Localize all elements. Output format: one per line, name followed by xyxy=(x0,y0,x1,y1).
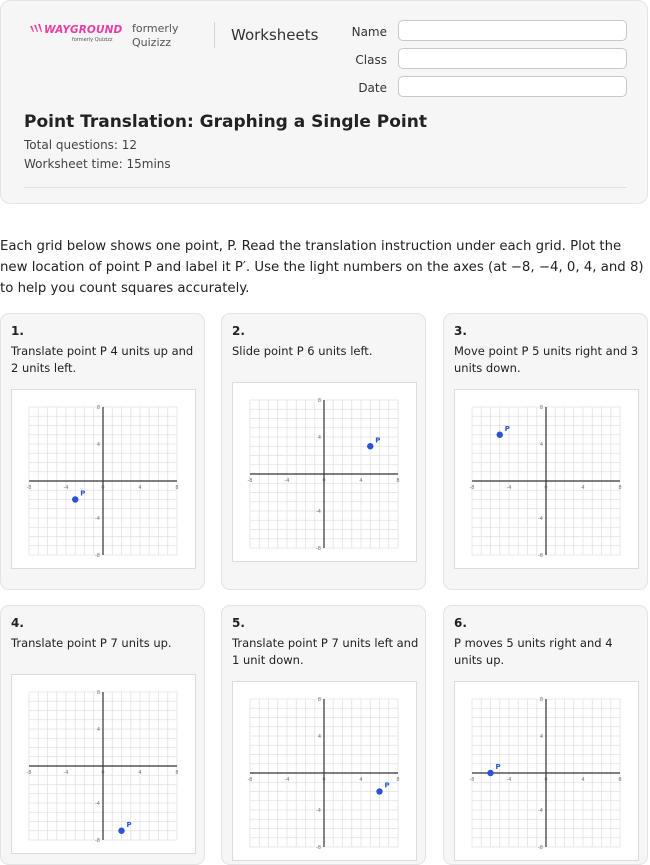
x-tick-label: 0 xyxy=(544,777,548,783)
question-number: 6. xyxy=(454,616,467,630)
coordinate-grid[interactable] xyxy=(11,389,196,569)
point-p xyxy=(72,496,78,502)
point-p-label: P xyxy=(504,424,510,433)
x-tick-label: 8 xyxy=(396,777,400,783)
grid-svg xyxy=(455,390,638,568)
y-tick-label: -8 xyxy=(316,845,321,851)
y-tick-label: -4 xyxy=(316,808,321,814)
point-p xyxy=(487,770,493,776)
x-tick-label: -8 xyxy=(247,777,253,783)
coordinate-grid[interactable] xyxy=(11,674,196,854)
x-tick-label: -4 xyxy=(63,485,69,491)
y-tick-label: -4 xyxy=(538,808,543,814)
total-questions: Total questions: 12 xyxy=(24,138,138,152)
quizizz-line: Quizizz xyxy=(132,36,172,49)
question-number: 5. xyxy=(232,616,245,630)
x-tick-label: 8 xyxy=(175,485,179,491)
coordinate-grid[interactable] xyxy=(454,681,639,861)
x-tick-label: 0 xyxy=(101,485,105,491)
y-tick-label: 8 xyxy=(96,405,100,411)
name-label: Name xyxy=(351,25,387,39)
y-tick-label: 4 xyxy=(317,734,321,740)
question-card-4 xyxy=(0,605,205,865)
coordinate-grid[interactable] xyxy=(232,681,417,861)
x-tick-label: 8 xyxy=(175,770,179,776)
y-tick-label: -8 xyxy=(95,553,100,559)
x-tick-label: 4 xyxy=(359,478,363,484)
x-tick-label: 0 xyxy=(322,777,326,783)
x-tick-label: 8 xyxy=(396,478,400,484)
worksheet-title: Point Translation: Graphing a Single Point xyxy=(24,112,427,132)
y-tick-label: -4 xyxy=(538,516,543,522)
x-tick-label: 0 xyxy=(322,478,326,484)
y-tick-label: 8 xyxy=(317,398,321,404)
class-label: Class xyxy=(355,53,387,67)
point-p xyxy=(497,432,503,438)
point-p xyxy=(376,788,382,794)
y-tick-label: 4 xyxy=(317,435,321,441)
class-field[interactable] xyxy=(398,48,627,69)
wayground-logo-icon xyxy=(30,24,42,36)
logo-subtext: formerly Quizizz xyxy=(72,37,113,43)
y-tick-label: 4 xyxy=(539,734,543,740)
coordinate-grid[interactable] xyxy=(232,382,417,562)
x-tick-label: 0 xyxy=(101,770,105,776)
x-tick-label: 4 xyxy=(581,485,585,491)
point-p-label: P xyxy=(384,781,390,790)
x-tick-label: -4 xyxy=(284,478,290,484)
y-tick-label: -8 xyxy=(538,845,543,851)
point-p xyxy=(118,828,124,834)
x-tick-label: 4 xyxy=(138,770,142,776)
question-card-3 xyxy=(443,313,648,590)
x-tick-label: -8 xyxy=(247,478,253,484)
name-field[interactable] xyxy=(398,20,627,41)
formerly-line: formerly xyxy=(132,22,179,35)
worksheets-label: Worksheets xyxy=(231,26,319,44)
point-p-label: P xyxy=(126,820,132,829)
point-p-label: P xyxy=(80,489,86,498)
question-text: P moves 5 units right and 4 units up. xyxy=(454,636,613,667)
question-card-5 xyxy=(221,605,426,865)
point-p-label: P xyxy=(495,763,501,771)
y-tick-label: -4 xyxy=(316,509,321,515)
x-tick-label: -4 xyxy=(284,777,290,783)
grid-svg xyxy=(233,682,416,860)
x-tick-label: 4 xyxy=(138,485,142,491)
y-tick-label: 4 xyxy=(96,442,100,448)
y-tick-label: 8 xyxy=(539,697,543,703)
y-tick-label: -8 xyxy=(538,553,543,559)
x-tick-label: -8 xyxy=(469,485,475,491)
question-number: 4. xyxy=(11,616,24,630)
x-tick-label: -4 xyxy=(506,485,512,491)
x-tick-label: -8 xyxy=(469,777,475,783)
date-field[interactable] xyxy=(398,76,627,97)
date-label: Date xyxy=(358,81,387,95)
y-tick-label: -8 xyxy=(95,838,100,844)
question-text: Move point P 5 units right and 3 units down. xyxy=(454,344,639,375)
wayground-logo xyxy=(30,24,122,43)
point-p-label: P xyxy=(375,436,381,445)
question-number: 2. xyxy=(232,324,245,338)
grid-svg xyxy=(233,383,416,561)
coordinate-grid[interactable] xyxy=(454,389,639,569)
x-tick-label: -8 xyxy=(26,770,32,776)
x-tick-label: 8 xyxy=(618,485,622,491)
x-tick-label: 4 xyxy=(359,777,363,783)
y-tick-label: 8 xyxy=(539,405,543,411)
header-divider xyxy=(214,22,215,48)
formerly-quizizz xyxy=(132,22,179,50)
question-text: Translate point P 7 units up. xyxy=(11,636,172,650)
grid-svg xyxy=(455,682,638,860)
worksheet-header xyxy=(0,0,648,204)
grid-svg xyxy=(12,390,195,568)
point-p xyxy=(367,443,373,449)
y-tick-label: -4 xyxy=(95,516,100,522)
y-tick-label: -8 xyxy=(316,546,321,552)
question-text: Translate point P 7 units left and 1 unit down. xyxy=(232,636,419,667)
x-tick-label: -4 xyxy=(63,770,69,776)
logo-text: WAYGROUND xyxy=(44,24,123,36)
question-card-1 xyxy=(0,313,205,590)
y-tick-label: 4 xyxy=(96,727,100,733)
question-number: 3. xyxy=(454,324,467,338)
x-tick-label: 0 xyxy=(544,485,548,491)
x-tick-label: 4 xyxy=(581,777,585,783)
question-card-6 xyxy=(443,605,648,865)
x-tick-label: -8 xyxy=(26,485,32,491)
y-tick-label: -4 xyxy=(95,801,100,807)
instructions-text: Each grid below shows one point, P. Read the translation instruction under each grid. Plot the new location of point P and label it P′. Use the light numbers on the axes (at −8, −4, 0, 4, and 8) to help you count squares accurately. xyxy=(0,239,644,296)
y-tick-label: 8 xyxy=(317,697,321,703)
question-text: Translate point P 4 units up and 2 units left. xyxy=(11,344,194,375)
worksheet-time: Worksheet time: 15mins xyxy=(24,157,171,171)
header-rule xyxy=(24,187,627,188)
y-tick-label: 4 xyxy=(539,442,543,448)
y-tick-label: 8 xyxy=(96,690,100,696)
grid-svg xyxy=(12,675,195,853)
x-tick-label: 8 xyxy=(618,777,622,783)
question-number: 1. xyxy=(11,324,24,338)
x-tick-label: -4 xyxy=(506,777,512,783)
question-text: Slide point P 6 units left. xyxy=(232,344,373,358)
question-card-2 xyxy=(221,313,426,590)
